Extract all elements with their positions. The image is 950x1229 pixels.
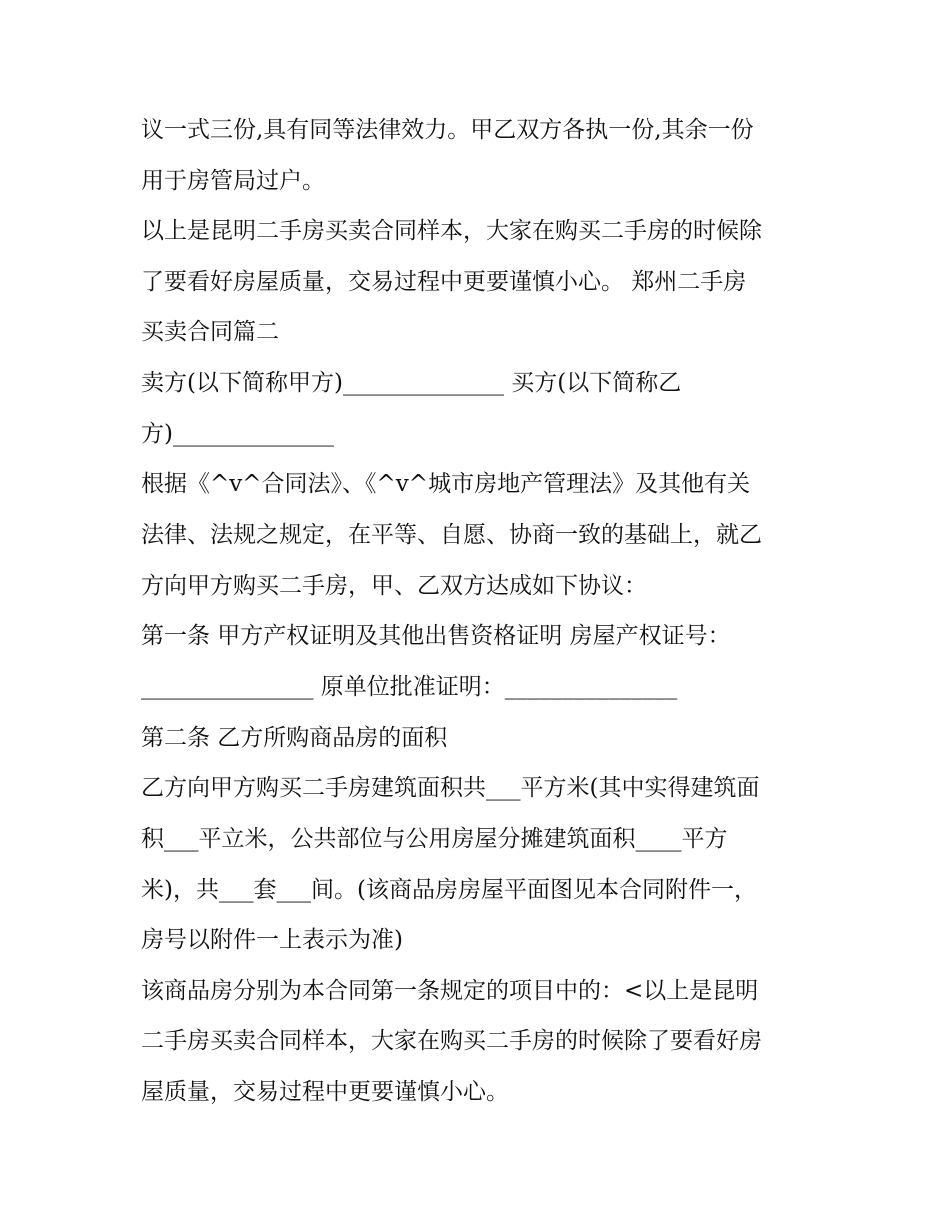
text-line: 卖方(以下简称甲方)______________ 买方(以下简称乙	[141, 370, 682, 396]
text-line: 法律、法规之规定，在平等、自愿、协商一致的基础上，就乙	[141, 522, 762, 548]
text-line: _______________ 原单位批准证明：_______________	[141, 674, 678, 700]
text-line: 积___平立米，公共部位与公用房屋分摊建筑面积____平方	[141, 826, 728, 852]
text-line: 方)______________	[141, 421, 334, 447]
text-line: 房号以附件一上表示为准)	[141, 927, 403, 953]
text-line: 了要看好房屋质量，交易过程中更要谨慎小心。 郑州二手房	[141, 269, 747, 295]
text-line: 议一式三份,具有同等法律效力。甲乙双方各执一份,其余一份	[141, 117, 754, 143]
text-line: 屋质量，交易过程中更要谨慎小心。	[141, 1079, 509, 1105]
text-line: 用于房管局过户。	[141, 168, 325, 194]
text-line: 第一条 甲方产权证明及其他出售资格证明 房屋产权证号：	[141, 623, 731, 649]
text-line: 米)，共___套___间。(该商品房房屋平面图见本合同附件一，	[141, 877, 757, 903]
text-line: 该商品房分别为本合同第一条规定的项目中的：<以上是昆明	[141, 978, 759, 1004]
text-line: 第二条 乙方所购商品房的面积	[141, 725, 448, 751]
text-line: 以上是昆明二手房买卖合同样本，大家在购买二手房的时候除	[141, 218, 762, 244]
text-line: 根据《^v^合同法》、《^v^城市房地产管理法》及其他有关	[141, 471, 751, 497]
text-line: 买卖合同篇二	[141, 319, 279, 345]
text-line: 二手房买卖合同样本，大家在购买二手房的时候除了要看好房	[141, 1028, 762, 1054]
text-line: 方向甲方购买二手房，甲、乙双方达成如下协议：	[141, 573, 647, 599]
text-line: 乙方向甲方购买二手房建筑面积共___平方米(其中实得建筑面	[141, 775, 760, 801]
